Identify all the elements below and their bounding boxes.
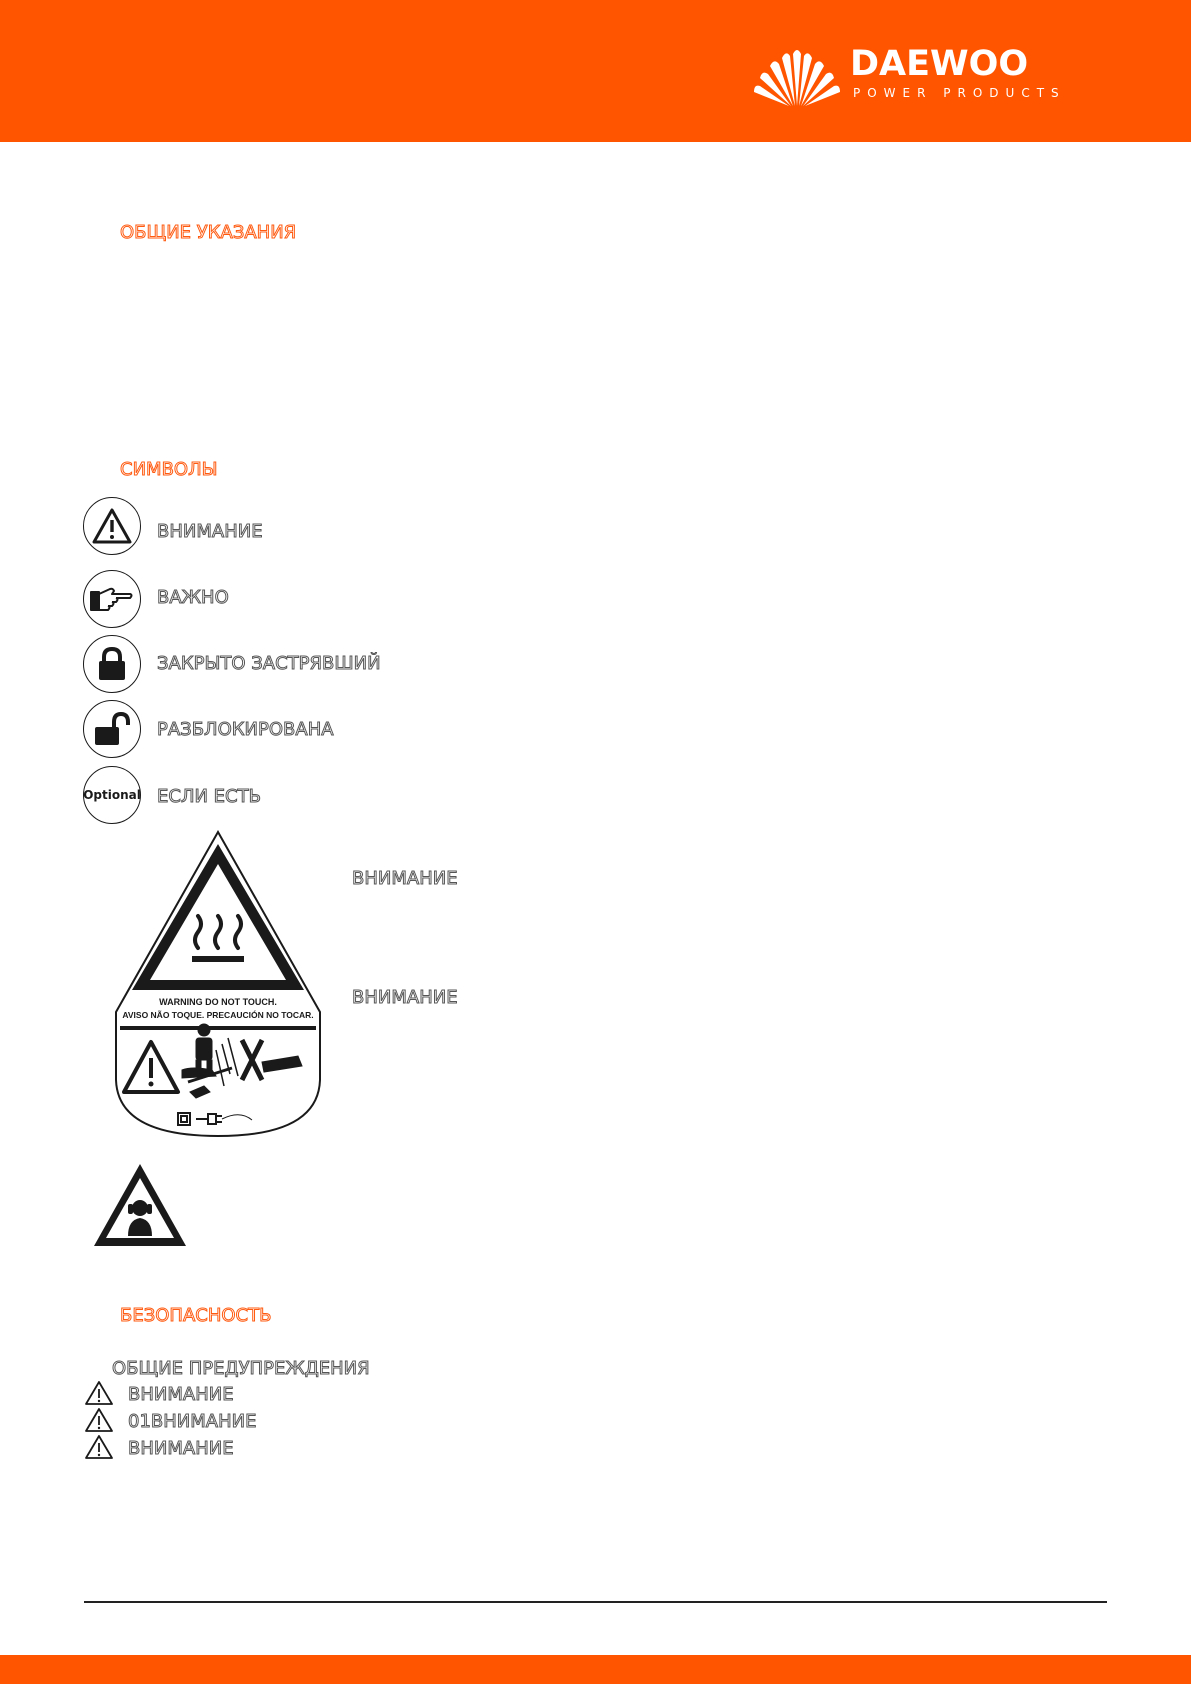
hot-surface-warning-sticker [112,830,324,1140]
footer-band [0,1655,1191,1684]
header-band [0,0,1191,142]
optional-icon [83,766,141,824]
footer-divider [84,1601,1107,1603]
pointing-hand-icon [83,570,141,628]
symbol-label-locked: ЗАКРЫТО ЗАСТРЯВШИЙ [157,653,381,674]
sticker-label-warning-1: ВНИМАНИЕ [352,868,458,889]
symbol-label-important: ВАЖНО [157,587,229,608]
wear-protection-warning-icon [90,1160,190,1250]
symbol-label-optional: ЕСЛИ ЕСТЬ [157,786,261,807]
symbol-label-unlocked: РАЗБЛОКИРОВАНА [157,719,334,740]
brand-name: DAEWOO [850,44,1029,84]
sticker-label-warning-2: ВНИМАНИЕ [352,987,458,1008]
safety-warning-2: 01ВНИМАНИЕ [128,1411,257,1432]
section-title-general: ОБЩИЕ УКАЗАНИЯ [120,222,297,243]
warning-triangle-icon [84,1407,114,1433]
sticker-text-line2: AVISO NÃO TOQUE. PRECAUCIÓN NO TOCAR. [122,1010,314,1020]
section-title-symbols: СИМВОЛЫ [120,459,218,480]
general-warnings-heading: ОБЩИЕ ПРЕДУПРЕЖДЕНИЯ [112,1358,370,1379]
unlocked-padlock-icon [83,700,141,758]
optional-badge-text: Optional [83,788,141,802]
warning-triangle-icon [83,497,141,555]
safety-warning-3: ВНИМАНИЕ [128,1438,234,1459]
warning-triangle-icon [84,1434,114,1460]
safety-warning-1: ВНИМАНИЕ [128,1384,234,1405]
daewoo-logo [752,42,1072,108]
symbol-label-warning: ВНИМАНИЕ [157,521,263,542]
section-title-safety: БЕЗОПАСНОСТЬ [120,1305,272,1326]
warning-triangle-icon [84,1380,114,1406]
daewoo-fan-icon [752,42,842,108]
locked-padlock-icon [83,635,141,693]
brand-subtitle: POWER PRODUCTS [853,86,1066,100]
sticker-text-line1: WARNING DO NOT TOUCH. [159,997,277,1007]
